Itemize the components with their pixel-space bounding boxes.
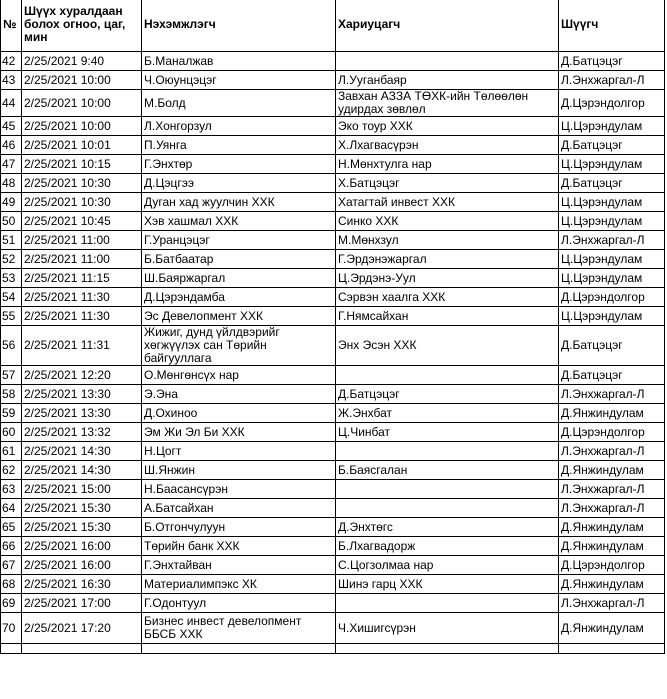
cell-plaintiff: Ш.Янжин — [142, 461, 336, 480]
cell-defendant — [336, 499, 559, 518]
cell-no: 53 — [1, 269, 22, 288]
cell-date: 2/25/2021 11:30 — [22, 307, 142, 326]
cell-no: 50 — [1, 212, 22, 231]
cell-plaintiff: О.Мөнгөнсүх нар — [142, 366, 336, 385]
cell-date: 2/25/2021 11:15 — [22, 269, 142, 288]
cell-date: 2/25/2021 10:01 — [22, 136, 142, 155]
cell-judge: Л.Энхжаргал-Л — [559, 480, 665, 499]
cell-plaintiff: Э.Эна — [142, 385, 336, 404]
cell-defendant: Н.Мөнхтулга нар — [336, 155, 559, 174]
cell-plaintiff: Ч.Оюунцэцэг — [142, 71, 336, 90]
cell-defendant — [336, 366, 559, 385]
cell-plaintiff: Н.Баасансүрэн — [142, 480, 336, 499]
table-row — [1, 385, 665, 404]
cell-no: 69 — [1, 594, 22, 613]
cell-plaintiff: Б.Маналжав — [142, 52, 336, 71]
cell-no: 42 — [1, 52, 22, 71]
cell-judge: Л.Энхжаргал-Л — [559, 594, 665, 613]
cell-plaintiff: М.Болд — [142, 90, 336, 117]
cell-date: 2/25/2021 16:00 — [22, 537, 142, 556]
cell-plaintiff: Д.Цэцгээ — [142, 174, 336, 193]
cell-date: 2/25/2021 10:00 — [22, 90, 142, 117]
cell-defendant: Завхан АЗЗА ТӨХК-ийн Төлөөлөн удирдах зөвлөл — [336, 90, 559, 117]
cell-no: 54 — [1, 288, 22, 307]
cell-no: 65 — [1, 518, 22, 537]
cell-no: 45 — [1, 117, 22, 136]
cell-defendant: Х.Лхагвасүрэн — [336, 136, 559, 155]
cell-plaintiff: А.Батсайхан — [142, 499, 336, 518]
table-row — [1, 231, 665, 250]
cell-plaintiff: Г.Одонтуул — [142, 594, 336, 613]
cell-judge: Ц.Цэрэндулам — [559, 155, 665, 174]
cell-date: 2/25/2021 11:00 — [22, 231, 142, 250]
cell-defendant: Ц.Эрдэнэ-Уул — [336, 269, 559, 288]
table-row — [1, 307, 665, 326]
cell-date: 2/25/2021 15:30 — [22, 499, 142, 518]
cell-judge: Д.Батцэцэг — [559, 174, 665, 193]
table-row — [1, 480, 665, 499]
cell-no: 46 — [1, 136, 22, 155]
cell-judge: Д.Янжиндулам — [559, 518, 665, 537]
cell-judge: Д.Батцэцэг — [559, 366, 665, 385]
cell-plaintiff: Хэв хашмал ХХК — [142, 212, 336, 231]
cell-judge: Ц.Цэрэндулам — [559, 212, 665, 231]
cell-date: 2/25/2021 11:30 — [22, 288, 142, 307]
cell-no: 49 — [1, 193, 22, 212]
cell-judge: Д.Янжиндулам — [559, 613, 665, 644]
cell-defendant: Шинэ гарц ХХК — [336, 575, 559, 594]
cell-judge: Л.Энхжаргал-Л — [559, 499, 665, 518]
table-row — [1, 366, 665, 385]
cell-date: 2/25/2021 17:20 — [22, 613, 142, 644]
cell-judge: Д.Цэрэндолгор — [559, 423, 665, 442]
cell-judge: Л.Энхжаргал-Л — [559, 231, 665, 250]
cell-date: 2/25/2021 15:00 — [22, 480, 142, 499]
cell-date: 2/25/2021 17:00 — [22, 594, 142, 613]
cell-plaintiff: Г.Уранцэцэг — [142, 231, 336, 250]
cell-defendant — [336, 52, 559, 71]
cell-plaintiff: Дуган хад жуулчин ХХК — [142, 193, 336, 212]
table-row — [1, 537, 665, 556]
cell-no: 70 — [1, 613, 22, 644]
cell-defendant — [336, 594, 559, 613]
cell-judge: Д.Батцэцэг — [559, 326, 665, 366]
cell-date: 2/25/2021 11:31 — [22, 326, 142, 366]
cell-defendant: Ж.Энхбат — [336, 404, 559, 423]
cell-judge: Л.Энхжаргал-Л — [559, 385, 665, 404]
cell-no: 43 — [1, 71, 22, 90]
cell-no: 62 — [1, 461, 22, 480]
cell-plaintiff: Төрийн банк ХХК — [142, 537, 336, 556]
cell-defendant: Ц.Чинбат — [336, 423, 559, 442]
cell-judge: Д.Янжиндулам — [559, 461, 665, 480]
cell-judge: Ц.Цэрэндулам — [559, 307, 665, 326]
cell-defendant: Синко ХХК — [336, 212, 559, 231]
cell-defendant: Г.Нямсайхан — [336, 307, 559, 326]
table-row — [1, 117, 665, 136]
cell-date: 2/25/2021 14:30 — [22, 442, 142, 461]
cell-plaintiff: Ш.Баяржаргал — [142, 269, 336, 288]
cell-no: 61 — [1, 442, 22, 461]
cell-defendant: Д.Энхтөгс — [336, 518, 559, 537]
cell-defendant: Д.Батцэцэг — [336, 385, 559, 404]
cell-defendant: Сэрвэн хаалга ХХК — [336, 288, 559, 307]
cell-judge: Д.Батцэцэг — [559, 136, 665, 155]
table-row — [1, 90, 665, 117]
table-row — [1, 461, 665, 480]
cell-no: 60 — [1, 423, 22, 442]
cell-plaintiff: Материалимпэкс ХК — [142, 575, 336, 594]
cell-date: 2/25/2021 10:45 — [22, 212, 142, 231]
cell-no: 68 — [1, 575, 22, 594]
cell-defendant — [336, 442, 559, 461]
cell-date: 2/25/2021 10:30 — [22, 193, 142, 212]
cell-plaintiff: П.Уянга — [142, 136, 336, 155]
table-row — [1, 136, 665, 155]
cell-plaintiff: Б.Отгончулуун — [142, 518, 336, 537]
cell-judge: Ц.Цэрэндулам — [559, 269, 665, 288]
header-no: № — [1, 0, 22, 52]
cell-defendant — [336, 480, 559, 499]
table-row — [1, 212, 665, 231]
cell-plaintiff: Эм Жи Эл Би ХХК — [142, 423, 336, 442]
table-row — [1, 71, 665, 90]
cell-date: 2/25/2021 11:00 — [22, 250, 142, 269]
cell-judge: Д.Янжиндулам — [559, 404, 665, 423]
cell-no: 66 — [1, 537, 22, 556]
cell-no: 59 — [1, 404, 22, 423]
cell-plaintiff: Бизнес инвест девелопмент ББСБ ХХК — [142, 613, 336, 644]
header-date: Шүүх хуралдаан болох огноо, цаг, мин — [22, 0, 142, 52]
cell-date: 2/25/2021 10:15 — [22, 155, 142, 174]
cell-plaintiff: Эс Девелопмент ХХК — [142, 307, 336, 326]
cell-judge: Д.Цэрэндолгор — [559, 288, 665, 307]
table-row — [1, 155, 665, 174]
cell-judge: Д.Цэрэндолгор — [559, 556, 665, 575]
table-row — [1, 556, 665, 575]
cell-date: 2/25/2021 14:30 — [22, 461, 142, 480]
cell-defendant: М.Мөнхзул — [336, 231, 559, 250]
cell-no: 63 — [1, 480, 22, 499]
cell-date: 2/25/2021 16:30 — [22, 575, 142, 594]
cell-date: 2/25/2021 10:00 — [22, 117, 142, 136]
cell-date: 2/25/2021 16:00 — [22, 556, 142, 575]
table-row — [1, 52, 665, 71]
cell-defendant: С.Цогзолмаа нар — [336, 556, 559, 575]
cell-no: 52 — [1, 250, 22, 269]
cell-judge: Д.Цэрэндолгор — [559, 90, 665, 117]
cell-date: 2/25/2021 10:00 — [22, 71, 142, 90]
table-row — [1, 174, 665, 193]
table-row — [1, 594, 665, 613]
cell-defendant: Б.Баясгалан — [336, 461, 559, 480]
cell-date: 2/25/2021 13:30 — [22, 385, 142, 404]
cell-defendant: Х.Батцэцэг — [336, 174, 559, 193]
table-row — [1, 518, 665, 537]
cell-plaintiff: Д.Охиноо — [142, 404, 336, 423]
table-row — [1, 269, 665, 288]
cell-judge: Ц.Цэрэндулам — [559, 117, 665, 136]
cell-plaintiff: Д.Цэрэндамба — [142, 288, 336, 307]
cell-date: 2/25/2021 15:30 — [22, 518, 142, 537]
header-judge: Шүүгч — [559, 0, 665, 52]
table-row-partial — [1, 644, 665, 654]
cell-judge: Л.Энхжаргал-Л — [559, 442, 665, 461]
cell-no: 56 — [1, 326, 22, 366]
header-row — [1, 0, 665, 52]
cell-date: 2/25/2021 10:30 — [22, 174, 142, 193]
table-row — [1, 442, 665, 461]
header-defendant: Хариуцагч — [336, 0, 559, 52]
cell-plaintiff: Г.Энхтөр — [142, 155, 336, 174]
cell-no: 47 — [1, 155, 22, 174]
cell-no: 67 — [1, 556, 22, 575]
cell-judge: Ц.Цэрэндулам — [559, 250, 665, 269]
cell-defendant: Б.Лхагвадорж — [336, 537, 559, 556]
table-row — [1, 250, 665, 269]
table-row — [1, 288, 665, 307]
cell-plaintiff: Жижиг, дунд үйлдвэрийг хөгжүүлэх сан Төрийн байгууллага — [142, 326, 336, 366]
table-row — [1, 613, 665, 644]
table-body — [1, 52, 665, 654]
table-row — [1, 193, 665, 212]
cell-no: 58 — [1, 385, 22, 404]
table-row — [1, 404, 665, 423]
table-row — [1, 499, 665, 518]
header-plaintiff: Нэхэмжлэгч — [142, 0, 336, 52]
cell-no: 55 — [1, 307, 22, 326]
cell-judge: Д.Янжиндулам — [559, 575, 665, 594]
cell-plaintiff: Н.Цогт — [142, 442, 336, 461]
cell-defendant: Ч.Хишигсүрэн — [336, 613, 559, 644]
cell-no: 64 — [1, 499, 22, 518]
cell-defendant: Л.Ууганбаяр — [336, 71, 559, 90]
cell-plaintiff: Г.Энхтайван — [142, 556, 336, 575]
cell-judge: Д.Батцэцэг — [559, 52, 665, 71]
cell-plaintiff: Б.Батбаатар — [142, 250, 336, 269]
cell-no: 57 — [1, 366, 22, 385]
table-row — [1, 326, 665, 366]
cell-no: 44 — [1, 90, 22, 117]
cell-defendant: Г.Эрдэнэжаргал — [336, 250, 559, 269]
cell-no: 48 — [1, 174, 22, 193]
cell-defendant: Эко тоур ХХК — [336, 117, 559, 136]
cell-judge: Д.Янжиндулам — [559, 537, 665, 556]
cell-judge: Ц.Цэрэндулам — [559, 193, 665, 212]
cell-date: 2/25/2021 12:20 — [22, 366, 142, 385]
cell-date: 2/25/2021 9:40 — [22, 52, 142, 71]
cell-plaintiff: Л.Хонгорзул — [142, 117, 336, 136]
cell-date: 2/25/2021 13:32 — [22, 423, 142, 442]
cell-defendant: Хатагтай инвест ХХК — [336, 193, 559, 212]
table-row — [1, 575, 665, 594]
cell-no: 51 — [1, 231, 22, 250]
cell-defendant: Энх Эсэн ХХК — [336, 326, 559, 366]
table-row — [1, 423, 665, 442]
cell-judge: Л.Энхжаргал-Л — [559, 71, 665, 90]
cell-date: 2/25/2021 13:30 — [22, 404, 142, 423]
